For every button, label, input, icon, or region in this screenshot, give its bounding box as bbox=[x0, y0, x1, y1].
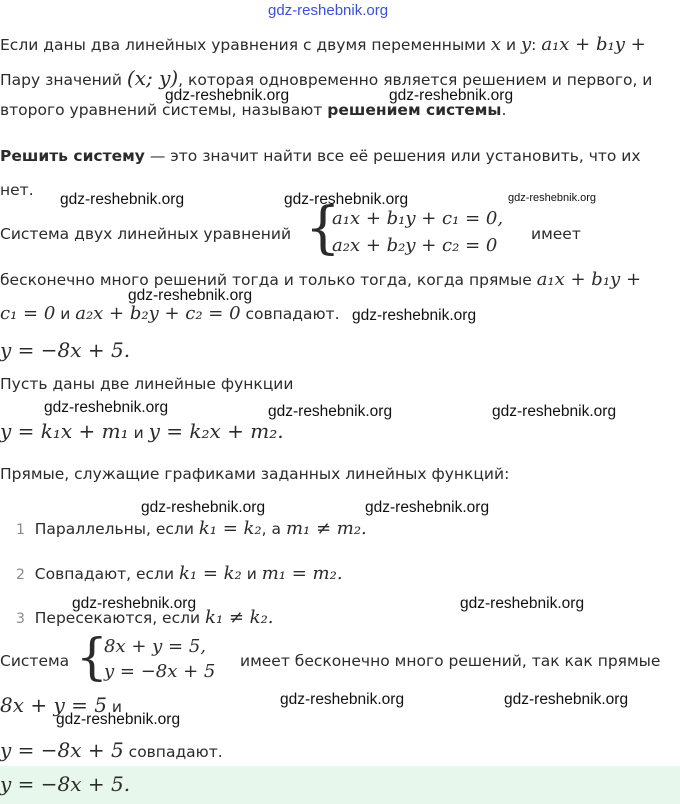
watermark: gdz-reshebnik.org bbox=[141, 499, 266, 516]
paragraph-4 bbox=[0, 147, 641, 165]
p10-pre: Система bbox=[0, 652, 70, 670]
watermark: gdz-reshebnik.org bbox=[504, 691, 629, 708]
watermark-small: gdz-reshebnik.org bbox=[508, 192, 597, 204]
paragraph-3 bbox=[0, 101, 506, 119]
list-f1: k₁ ≠ k₂. bbox=[205, 607, 274, 628]
watermark: gdz-reshebnik.org bbox=[460, 595, 585, 612]
watermark: gdz-reshebnik.org bbox=[389, 87, 514, 104]
watermark: gdz-reshebnik.org bbox=[352, 307, 477, 324]
p11-and: и bbox=[111, 698, 122, 716]
p3-end: . bbox=[501, 101, 507, 119]
paragraph-2 bbox=[0, 66, 652, 90]
p4-bold: Решить систему bbox=[0, 147, 145, 165]
p10-eq2: y = −8x + 5 bbox=[104, 661, 216, 682]
watermark: gdz-reshebnik.org bbox=[44, 399, 169, 416]
watermark: gdz-reshebnik.org bbox=[268, 403, 393, 420]
list-f2: m₁ ≠ m₂. bbox=[285, 518, 367, 539]
list-f1: k₁ = k₂ bbox=[178, 563, 242, 584]
p3-pre: второго уравнений системы, называют bbox=[0, 101, 323, 119]
p1-text: Если даны два линейных уравнения с двумя переменными bbox=[0, 36, 486, 54]
left-brace: { bbox=[305, 196, 341, 261]
answer-text: y = −8x + 5. bbox=[0, 772, 131, 796]
list-f1: k₁ = k₂ bbox=[198, 518, 262, 539]
p12-f1: y = −8x + 5 bbox=[0, 738, 124, 762]
p1-formula: a₁x + b₁y + bbox=[541, 34, 646, 55]
var-y: y bbox=[521, 34, 532, 55]
watermark: gdz-reshebnik.org bbox=[56, 711, 181, 728]
var-x: x bbox=[490, 34, 502, 55]
p8-and: и bbox=[133, 424, 144, 442]
watermark: gdz-reshebnik.org bbox=[365, 499, 490, 516]
p6-pre: бесконечно много решений тогда и только тогда, когда прямые bbox=[0, 271, 532, 289]
paragraph-8 bbox=[0, 419, 284, 443]
list-number: 2 bbox=[16, 567, 25, 583]
paragraph-12 bbox=[0, 738, 223, 762]
watermark: gdz-reshebnik.org bbox=[492, 403, 617, 420]
paragraph-7: Пусть даны две линейные функции bbox=[0, 375, 294, 393]
list-item bbox=[16, 563, 343, 584]
p1-colon: : bbox=[531, 36, 537, 54]
watermark: gdz-reshebnik.org bbox=[284, 191, 409, 208]
p11-f1: 8x + y = 5 bbox=[0, 693, 107, 717]
p6-and: и bbox=[60, 305, 71, 323]
watermark: gdz-reshebnik.org bbox=[128, 287, 253, 304]
p12-post: совпадают. bbox=[128, 743, 223, 761]
list-number: 3 bbox=[16, 611, 25, 627]
p8-f1: y = k₁x + m₁ bbox=[0, 419, 129, 443]
watermark: gdz-reshebnik.org bbox=[60, 191, 185, 208]
list-sep: и bbox=[246, 565, 257, 583]
p5-eq1: a₁x + b₁y + c₁ = 0, bbox=[332, 208, 504, 229]
list-f2: m₁ = m₂. bbox=[261, 563, 343, 584]
left-brace: { bbox=[76, 628, 108, 686]
p6-f1: a₁x + b₁y + bbox=[536, 269, 642, 290]
list-text: Параллельны, если bbox=[34, 520, 194, 538]
paragraph-6 bbox=[0, 269, 641, 290]
paragraph-1 bbox=[0, 34, 646, 55]
p10-eq1: 8x + y = 5, bbox=[104, 636, 206, 657]
list-text: Совпадают, если bbox=[34, 565, 175, 583]
p6-f2: c₁ = 0 bbox=[0, 303, 56, 324]
list-item bbox=[16, 518, 367, 539]
p6-f3: a₂x + b₂y + c₂ = 0 bbox=[75, 303, 241, 324]
line-equation: y = −8x + 5. bbox=[0, 338, 131, 362]
watermark: gdz-reshebnik.org bbox=[165, 87, 290, 104]
p4-rest: — это значит найти все её решения или установить, что их bbox=[144, 147, 641, 165]
list-sep: , а bbox=[261, 520, 282, 538]
list-item bbox=[16, 607, 274, 628]
p2-post: , которая одновременно является решением и первого, и bbox=[178, 71, 653, 89]
answer-box bbox=[0, 766, 680, 804]
paragraph-9: Прямые, служащие графиками заданных линейных функций: bbox=[0, 465, 510, 483]
pair-xy: (x; y) bbox=[126, 66, 179, 90]
p10-post: имеет бесконечно много решений, так как прямые bbox=[240, 652, 661, 670]
p5-eq2: a₂x + b₂y + c₂ = 0 bbox=[332, 235, 498, 256]
watermark-top: gdz-reshebnik.org bbox=[268, 2, 389, 19]
list-text: Пересекаются, если bbox=[34, 609, 201, 627]
paragraph-4-line2: нет. bbox=[0, 181, 34, 199]
paragraph-6-line2 bbox=[0, 303, 340, 324]
watermark: gdz-reshebnik.org bbox=[280, 691, 405, 708]
p6-post: совпадают. bbox=[245, 305, 340, 323]
list-number: 1 bbox=[16, 522, 25, 538]
p2-pre: Пару значений bbox=[0, 71, 122, 89]
p3-bold: решением системы bbox=[327, 101, 502, 119]
watermark: gdz-reshebnik.org bbox=[72, 595, 197, 612]
p1-and: и bbox=[505, 36, 517, 54]
p5-pre: Система двух линейных уравнений bbox=[0, 225, 292, 243]
p5-post: имеет bbox=[531, 225, 581, 243]
p8-f2: y = k₂x + m₂. bbox=[148, 419, 284, 443]
